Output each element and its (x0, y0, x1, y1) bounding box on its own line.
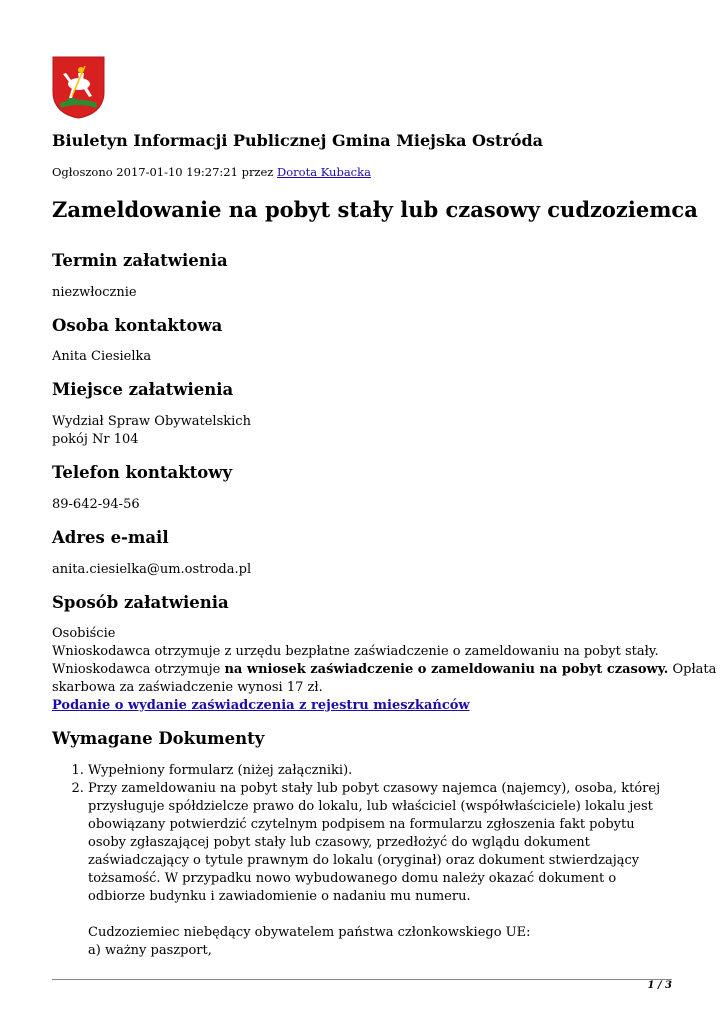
sposob-line-3 (52, 661, 716, 679)
sposob-line-1: Osobiście (52, 626, 116, 641)
list-item-text: Wypełniony formularz (niżej załączniki). (88, 763, 353, 778)
miejsce-line-1: Wydział Spraw Obywatelskich (52, 414, 251, 429)
section-heading-sposob: Sposób załatwienia (52, 593, 229, 612)
foreigner-subsection-item: a) ważny paszport, (88, 943, 212, 958)
section-heading-termin: Termin załatwienia (52, 251, 228, 270)
sposob-line-2: Wnioskodawca otrzymuje z urzędu bezpłatne zaświadczenie o zameldowaniu na pobyt stały. (52, 644, 659, 659)
list-item (88, 762, 672, 780)
meta-prefix: Ogłoszono 2017-01-10 19:27:21 przez (52, 165, 274, 179)
required-documents-list (52, 762, 672, 960)
sposob-link-row (52, 697, 470, 715)
application-form-link[interactable]: Podanie o wydanie zaświadczenia z rejestru mieszkańców (52, 698, 470, 713)
foreigner-subsection-title: Cudzoziemiec niebędący obywatelem państwa członkowskiego UE: (88, 925, 531, 940)
coat-of-arms-logo (52, 56, 105, 119)
osoba-text: Anita Ciesielka (52, 349, 152, 364)
author-link[interactable]: Dorota Kubacka (277, 165, 371, 179)
miejsce-line-2: pokój Nr 104 (52, 432, 139, 447)
foreigner-subsection (88, 924, 672, 960)
sposob-line-4: skarbowa za zaświadczenie wynosi 17 zł. (52, 680, 323, 695)
telefon-text: 89-642-94-56 (52, 497, 140, 512)
section-heading-email: Adres e-mail (52, 528, 169, 547)
sposob-line-3-bold: na wniosek zaświadczenie o zameldowaniu na pobyt czasowy. (224, 662, 669, 677)
email-text: anita.ciesielka@um.ostroda.pl (52, 562, 252, 577)
termin-text: niezwłocznie (52, 285, 137, 300)
page-number: 1 / 3 (647, 980, 672, 991)
sposob-line-3-pre: Wnioskodawca otrzymuje (52, 662, 225, 677)
sposob-line-3-post: Opłata (668, 662, 717, 677)
section-heading-wymagane: Wymagane Dokumenty (52, 729, 265, 748)
section-heading-osoba: Osoba kontaktowa (52, 316, 223, 335)
footer-divider (52, 979, 672, 980)
section-heading-telefon: Telefon kontaktowy (52, 463, 233, 482)
publication-meta (52, 165, 371, 179)
section-heading-miejsce: Miejsce załatwienia (52, 380, 234, 399)
list-item-text: Przy zameldowaniu na pobyt stały lub pobyt czasowy najemca (najemcy), osoba, której przysługuje spółdzielcze prawo do lokalu, lub właściciel (współwłaściciele) lokalu jest obowiązany potwierdzić czytelnym podpisem na formularzu zgłoszenia fakt pobytu osoby zgłaszającej pobyt stały lub czasowy, przedłożyć do wglądu dokument zaświadczający o tytule prawnym do lokalu (oryginał) oraz dokument stwierdzający tożsamość. W przypadku nowo wybudowanego domu należy okazać dokument o odbiorze budynku i zawiadomienie o nadaniu mu numeru. (88, 781, 661, 904)
list-item (88, 780, 672, 960)
site-title: Biuletyn Informacji Publicznej Gmina Miejska Ostróda (52, 131, 543, 150)
document-title: Zameldowanie na pobyt stały lub czasowy cudzoziemca (52, 197, 698, 222)
